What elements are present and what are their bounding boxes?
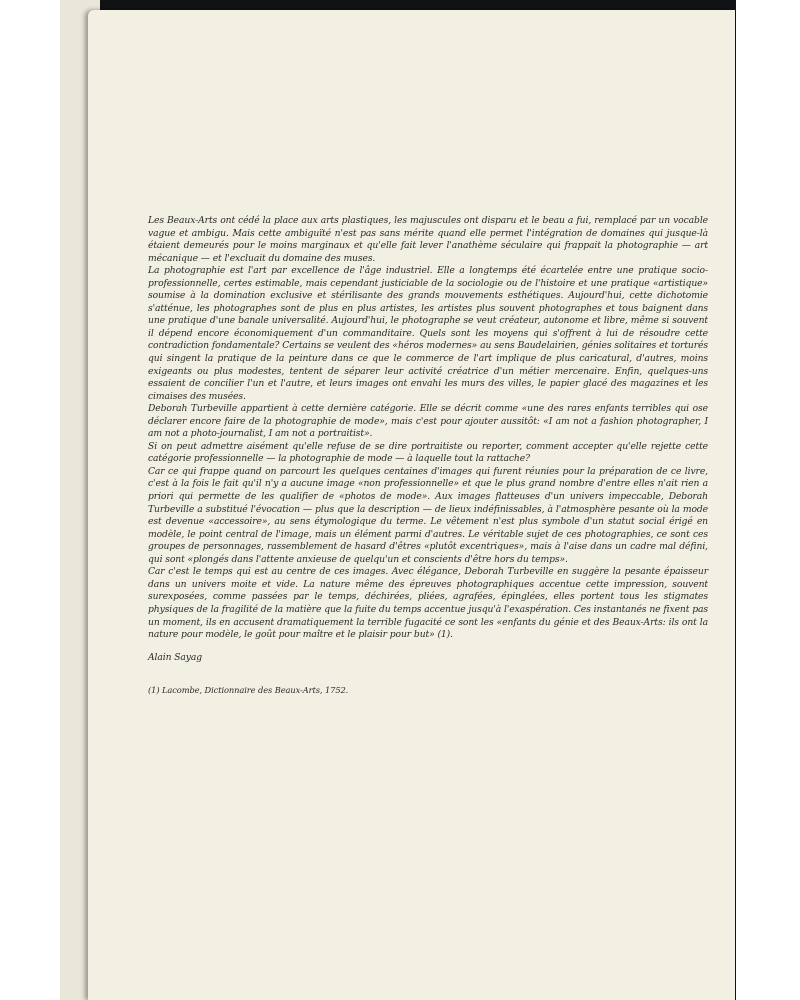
paragraph-3: Deborah Turbeville appartient à cette dernière catégorie. Elle se décrit comme «une des rares enfants terribles qui ose déclarer encore faire de la photographie de mode», mais c'est pour ajouter aussitôt: «I am not a fashion photographer, I am not a photo-journalist, I am not a portraitist». — [148, 403, 708, 440]
paragraph-4: Si on peut admettre aisément qu'elle refuse de se dire portraitiste ou reporter, comment accepter qu'elle rejette cette catégorie professionnelle — la photographie de mode — à laquelle tout la rattache? — [148, 440, 708, 465]
paragraph-5: Car ce qui frappe quand on parcourt les quelques centaines d'images qui furent réunies pour la préparation de ce livre, c'est à la fois le fait qu'il n'y a aucune image «non professionnelle» et que le plus grand nombre d'entre elles n'ait rien a priori qui permette de les qualifier de «photos de mode». Aux images flatteuses d'un univers impeccable, Deborah Turbeville a substitué l'évocation — plus que la description — de lieux indéfinissables, à l'atmosphère pesante où la mode est devenue «accessoire», au sens étymologique du terme. Le vêtement n'est plus symbole d'un statut social érigé en modèle, le point central de l'image, mais un élément parmi d'autres. Le véritable sujet de ces photographies, ce sont ces groupes de personnages, rassemblement de hasard d'êtres «plutôt excentriques», mais à l'aise dans un cadre mal défini, qui sont «plongés dans l'attente anxieuse de quelqu'un et conscients d'être hors du temps». — [148, 465, 708, 565]
paragraph-2: La photographie est l'art par excellence de l'âge industriel. Elle a longtemps été écartelée entre une pratique socio-professionnelle, certes estimable, mais cependant justiciable de la sociologie ou de l'histoire et une pratique «artistique» soumise à la domination exclusive et stérilisante des grands mouvements esthétiques. Aujourd'hui, cette dichotomie s'atténue, les photographes sont de plus en plus artistes, les artistes plus souvent photographes et tous baignent dans une pratique d'une banale universalité. Aujourd'hui, le photographe se veut créateur, autonome et libre, même si souvent il dépend encore économiquement d'un commanditaire. Quels sont les moyens qui s'offrent à lui de résoudre cette contradiction fondamentale? Certains se veulent des «héros modernes» au sens Baudelairien, génies solitaires et torturés qui singent la pratique de la peinture dans ce que le commerce de l'art implique de plus caricatural, d'autres, moins exigeants ou plus modestes, tentent de séparer leur activité créatrice d'un métier mercenaire. Enfin, quelques-uns essaient de concilier l'un et l'autre, et leurs images ont envahi les murs des villes, le papier glacé des magazines et les cimaises des musées. — [148, 265, 708, 402]
paragraph-1: Les Beaux-Arts ont cédé la place aux arts plastiques, les majuscules ont disparu et le beau a fui, remplacé par un vocable vague et ambigu. Mais cette ambiguïté n'est pas sans mérite quand elle permet l'intégration de domaines qui jusque-là étaient demeurés pour le moins marginaux et qu'elle fait lever l'anathème séculaire qui frappait la photographie — art mécanique — et l'excluait du domaine des muses. — [148, 215, 708, 264]
book-page — [88, 10, 735, 1000]
author-signature: Alain Sayag — [148, 651, 203, 663]
footnote: (1) Lacombe, Dictionnaire des Beaux-Arts, 1752. — [148, 685, 349, 696]
body-text — [148, 215, 708, 697]
paragraph-6: Car c'est le temps qui est au centre de ces images. Avec élégance, Deborah Turbeville en suggère la pesante épaisseur dans un univers moite et vide. La nature même des épreuves photographiques accentue cette impression, souvent surexposées, comme passées par le temps, déchirées, pliées, agrafées, épinglées, elles portent tous les stigmates physiques de la fragilité de la matière que la fuite du temps accentue jusqu'à l'exaspération. Ces instantanés ne fixent pas un moment, ils en accusent dramatiquement la terrible fugacité ce sont les «enfants du génie et des Beaux-Arts: ils ont la nature pour modèle, le goût pour maître et le plaisir pour but» (1). — [148, 566, 708, 641]
